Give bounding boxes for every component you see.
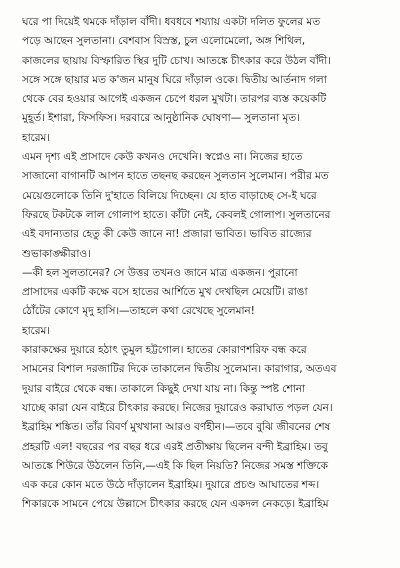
text-line: আতঙ্কে শিউরে উঠলেন তিনি,—এই কি ছিল নিয়তি? নিজের সমস্ত শক্তিকে bbox=[22, 459, 328, 472]
text-line: এক করে কোন মতে উঠে দাঁড়ালেন ইব্রাহিম। দুয়ারে প্রচণ্ড আঘাতের শব্দ। bbox=[22, 479, 320, 492]
text-line: প্রহরটি এল! বছরের পর বছর ধরে এরই প্রতীক্ষায় ছিলেন বন্দী ইব্রাহিম। তবু bbox=[22, 440, 328, 453]
text-line: শুভাকাঙ্ক্ষীরাও। bbox=[22, 247, 91, 260]
text-line: মেয়েগুলোকে তিনি দু'হাতে বিলিয়ে দিচ্ছেন। যে হাত বাড়াচ্ছে সে-ই ঘরে bbox=[22, 189, 317, 202]
text-line: এমন দৃশ্য এই প্রাসাদে কেউ কখনও দেখেনি। স্বপ্নেও না। নিজের হাতে bbox=[22, 151, 303, 164]
text-line: সামনের বিশাল দরজাটির দিকে তাকালেন দ্বিতীয় সুলেমান। কারাগার, অতএব bbox=[22, 363, 337, 376]
text-line: শিকারকে সামনে পেয়ে উল্লাসে চীৎকার করছে যেন একদল নেকড়ে। ইব্রাহিম bbox=[22, 498, 329, 511]
text-line: প্রাসাদের একটি কক্ষে বসে হাতের আর্শিতে মুখ দেখছিল মেয়েটি। রাঙা bbox=[22, 286, 308, 299]
text-line: এই বদান্যতার হেতু কী কেউ জানে না! প্রজারা ভাবিত। ভাবিত রাজ্যের bbox=[22, 228, 312, 241]
section-heading: হারেম। bbox=[22, 131, 50, 144]
text-line: সাজানো বাগানটি আপন হাতে তছনছ করছেন সুলতান সুলেমান। পরীর মত bbox=[22, 170, 329, 183]
text-line: মুহূর্ত। ইশারা, ফিসফিস। দরবারে আনুষ্ঠানিক ঘোষণা— সুলতানা মৃত। bbox=[22, 112, 300, 125]
text-line: ইব্রাহিম শঙ্কিত। তাঁর বিবর্ণ মুখখানা আরও বর্ণহীন।—তবে বুঝি জীবনের শেষ bbox=[22, 421, 331, 434]
text-line: পড়ে আছেন সুলতানা। বেশবাস বিস্রস্ত, চুল এলোমেলো, অঙ্গ শিথিল, bbox=[22, 35, 305, 48]
body-text bbox=[22, 13, 386, 515]
text-line: ঠোঁটের কোণে মৃদু হাসি।—তাহলে কথা রেখেছে সুলেমান! bbox=[22, 305, 255, 318]
text-line: যাচ্ছে কারা যেন বাইরে চীৎকার করছে। নিজের দুয়ারেও করাঘাত পড়ল যেন। bbox=[22, 401, 333, 414]
text-line: ঘরে পা দিয়েই থমকে দাঁড়াল বাঁদী। ধবধবে শয্যায় একটা দলিত ফুলের মত bbox=[22, 16, 321, 28]
text-line: থেকে বের হওয়ার আগেই একজন চেপে ধরল মুখটা। তারপর ব্যস্ত কয়েকটি bbox=[22, 93, 327, 106]
text-line: কাজলের ছায়ায় বিস্ফারিত স্থির দুটি চোখ। আতঙ্কে চীৎকার করে উঠল বাঁদী। bbox=[22, 54, 331, 67]
text-line: —কী হল সুলতানের? সে উত্তর তখনও জানে মাত্র একজন। পুরানো bbox=[22, 266, 298, 279]
section-heading: হারেম। bbox=[22, 324, 50, 337]
text-line: কারাকক্ষের দুয়ারে হঠাৎ তুমুল হট্টগোল। হাতের কোরাণশরিফ বন্ধ করে bbox=[22, 344, 307, 357]
text-line: সঙ্গে সঙ্গে ছায়ার মত ক'জন মানুষ ঘিরে দাঁড়াল ওকে। দ্বিতীয় আর্তনাদ গলা bbox=[22, 73, 327, 86]
text-line: দুয়ার বাইরে থেকে বন্ধ। তাকালে কিছুই দেখা যায় না। কিন্তু স্পষ্ট শোনা bbox=[22, 382, 306, 395]
text-line: ফিরছে টকটকে লাল গোলাপ হাতে। কাঁটা নেই, কেবলই গোলাপ। সুলতানের bbox=[22, 208, 331, 221]
